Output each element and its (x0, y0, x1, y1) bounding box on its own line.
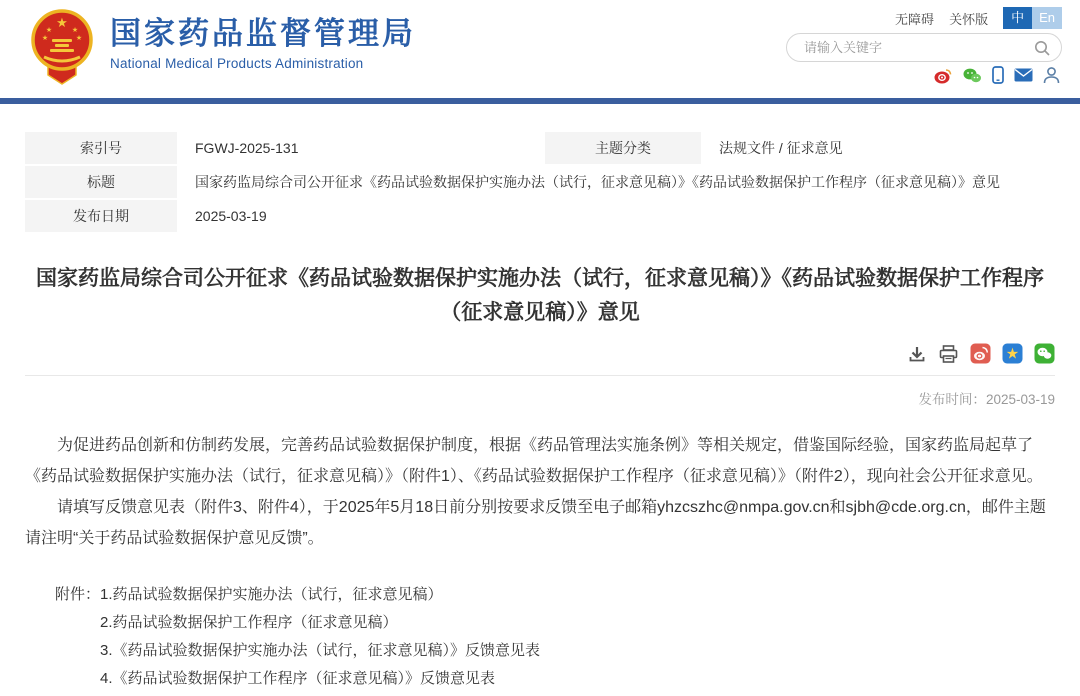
site-header (0, 0, 1080, 98)
attachments-label: 附件： (55, 586, 101, 603)
paragraph-1: 为促进药品创新和仿制药发展，完善药品试验数据保护制度，根据《药品管理法实施条例》等相关规定，借鉴国际经验，国家药监局起草了《药品试验数据保护实施办法（试行，征求意见稿）》（附件1）、《药品试验数据保护工作程序（征求意见稿）》（附件2），现向社会公开征求意见。 (25, 437, 1043, 485)
nav-bar (0, 98, 1080, 104)
mobile-icon[interactable] (992, 66, 1004, 84)
language-toggle (1003, 7, 1062, 29)
svg-text:★: ★ (45, 27, 53, 34)
page-title: 国家药监局综合司公开征求《药品试验数据保护实施办法（试行，征求意见稿）》《药品试验数据保护工作程序（征求意见稿）》意见 (36, 267, 1044, 324)
share-wechat-icon[interactable] (1034, 343, 1055, 364)
meta-value-pubdate: 2025-03-19 (177, 200, 1055, 232)
header-social-icons (934, 66, 1060, 84)
search-icon[interactable] (1033, 39, 1051, 57)
header-utilities (895, 7, 1062, 29)
print-icon[interactable] (938, 344, 959, 364)
publish-time (25, 388, 1055, 408)
search-box (786, 33, 1062, 62)
email-icon[interactable] (1014, 68, 1033, 82)
publish-time-label: 发布时间： (918, 392, 986, 407)
lang-zh-button[interactable]: 中 (1003, 7, 1032, 29)
lang-en-button[interactable]: En (1032, 7, 1062, 29)
attachment-link-1[interactable]: 1.药品试验数据保护实施办法（试行，征求意见稿） (100, 586, 443, 603)
share-weibo-icon[interactable] (970, 343, 991, 364)
meta-value-category: 法规文件 / 征求意见 (701, 132, 1055, 164)
user-icon[interactable] (1043, 66, 1060, 84)
attachments-list (100, 584, 540, 696)
meta-value-title: 国家药监局综合司公开征求《药品试验数据保护实施办法（试行，征求意见稿）》《药品试验数据保护工作程序（征求意见稿）》意见 (177, 166, 1055, 198)
svg-text:★: ★ (41, 35, 49, 42)
attachments-block (55, 584, 1055, 696)
meta-label-index: 索引号 (25, 132, 177, 164)
article-toolbar (25, 343, 1055, 376)
wechat-icon[interactable] (963, 67, 982, 84)
attachment-link-2[interactable]: 2.药品试验数据保护工作程序（征求意见稿） (100, 614, 398, 631)
org-name-en: National Medical Products Administration (110, 56, 364, 71)
weibo-icon[interactable] (934, 67, 953, 84)
article-body (25, 430, 1055, 554)
document-meta-table (25, 132, 1055, 232)
meta-label-title: 标题 (25, 166, 177, 198)
meta-value-index: FGWJ-2025-131 (177, 132, 545, 164)
svg-text:★: ★ (71, 27, 79, 34)
org-name-cn: 国家药品监督管理局 (110, 16, 416, 51)
publish-time-value: 2025-03-19 (985, 392, 1055, 407)
attachment-link-4[interactable]: 4.《药品试验数据保护工作程序（征求意见稿）》反馈意见表 (100, 670, 496, 687)
accessibility-link[interactable]: 无障碍 (895, 11, 935, 27)
search-input[interactable] (802, 39, 1033, 56)
org-title-block (110, 15, 416, 71)
national-emblem-logo (30, 9, 94, 90)
paragraph-2: 请填写反馈意见表（附件3、附件4），于2025年5月18日前分别按要求反馈至电子邮箱yhzcszhc@nmpa.gov.cn和sjbh@cde.org.cn，邮件主题请注明“关于药品试验数据保护意见反馈”。 (25, 499, 1046, 547)
meta-label-category: 主题分类 (545, 132, 701, 164)
share-qzone-icon[interactable] (1002, 343, 1023, 364)
download-icon[interactable] (907, 344, 927, 364)
national-emblem-icon (30, 9, 94, 85)
svg-text:★: ★ (75, 35, 83, 42)
svg-text:★: ★ (1005, 345, 1020, 363)
meta-label-pubdate: 发布日期 (25, 200, 177, 232)
svg-text:★: ★ (56, 15, 68, 30)
attachment-link-3[interactable]: 3.《药品试验数据保护实施办法（试行，征求意见稿）》反馈意见表 (100, 642, 541, 659)
care-version-link[interactable]: 关怀版 (949, 11, 989, 27)
main-content (0, 132, 1080, 696)
